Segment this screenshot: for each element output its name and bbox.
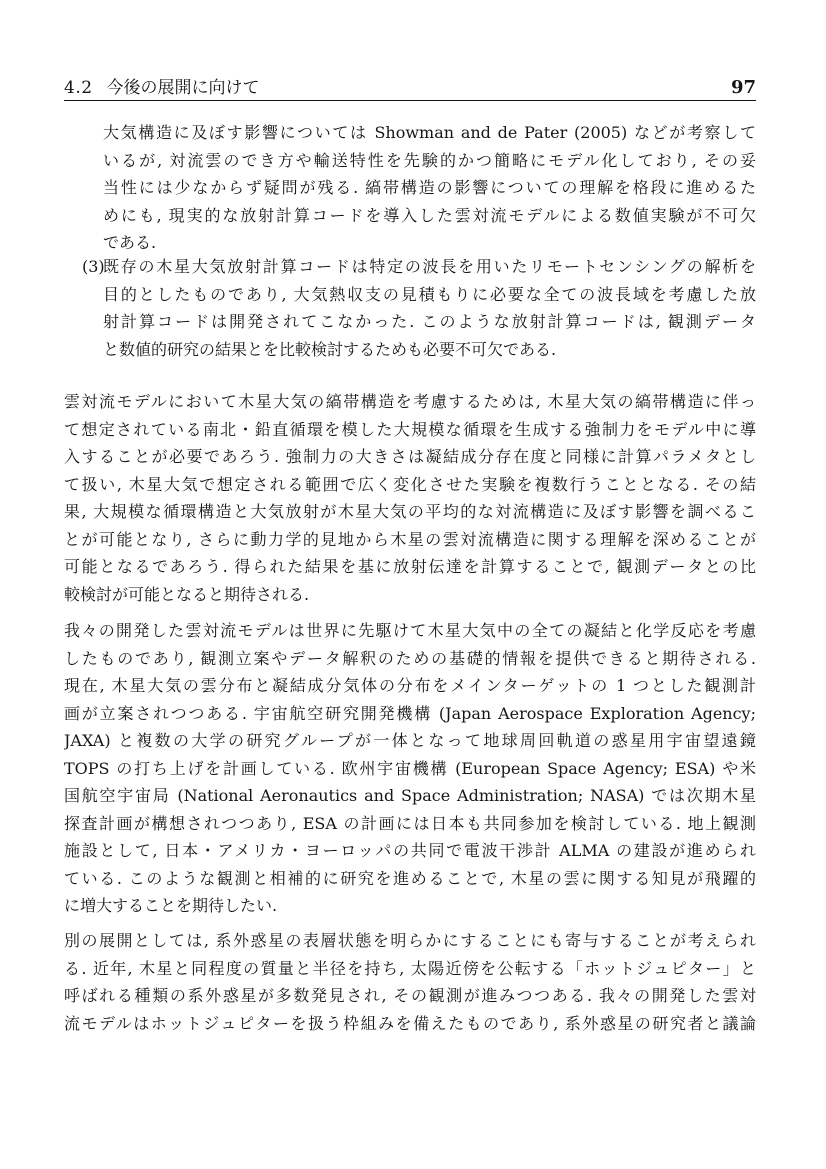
text-line: 入することが必要であろう. 強制力の大きさは凝結成分存在度と同様に計算パラメタとし [64, 447, 756, 466]
text-line: 当性には少なからず疑問が残る. 縞帯構造の影響についての理解を格段に進めるた [103, 178, 756, 197]
item3-body [103, 253, 756, 363]
text-line: て想定されている南北・鉛直循環を模した大規模な循環を生成する強制力をモデル中に導 [64, 419, 756, 439]
header-rule [64, 100, 756, 101]
running-header [64, 78, 756, 98]
text-line: と数値的研究の結果とを比較検討するためも必要不可欠である. [103, 339, 557, 359]
text-line: 既存の木星大気放射計算コードは特定の波長を用いたリモートセンシングの解析を [103, 257, 756, 276]
text-line: 呼ばれる種類の系外惑星が多数発見され, その観測が進みつつある. 我々の開発した雲対 [64, 986, 756, 1005]
text-line: に増大することを期待したい. [64, 896, 278, 915]
text-line: いるが, 対流雲のでき方や輸送特性を先験的かつ簡略にモデル化しており, その妥 [103, 150, 756, 170]
text-line: めにも, 現実的な放射計算コードを導入した雲対流モデルによる数値実験が不可欠 [103, 205, 756, 225]
text-line: JAXA) と複数の大学の研究グループが一体となって地球周回軌道の惑星用宇宙望遠鏡 [64, 731, 756, 750]
text-line: したものであり, 観測立案やデータ解釈のための基礎的情報を提供できると期待される. [64, 648, 756, 668]
text-line: 較検討が可能となると期待される. [64, 584, 310, 604]
list-item-3 [64, 253, 756, 363]
text-line: とが可能となり, さらに動力学的見地から木星の雲対流構造に関する理解を深めることが [64, 529, 756, 549]
text-line: 大気構造に及ぼす影響については Showman and de Pater (2005) などが考察して [103, 123, 756, 142]
text-line: 流モデルはホットジュピターを扱う枠組みを備えたものであり, 系外惑星の研究者と議論 [64, 1013, 756, 1033]
text-line: 雲対流モデルにおいて木星大気の縞帯構造を考慮するためは, 木星大気の縞帯構造に伴っ [64, 392, 756, 411]
text-line: 別の展開としては, 系外惑星の表層状態を明らかにすることにも寄与することが考えられ [64, 931, 756, 950]
text-line: 我々の開発した雲対流モデルは世界に先駆けて木星大気中の全ての凝結と化学反応を考慮 [64, 621, 756, 640]
text-line: TOPS の打ち上げを計画している. 欧州宇宙機構 (European Space Agency; ESA) や米 [64, 758, 756, 778]
text-line: 可能となるであろう. 得られた結果を基に放射伝達を計算することで, 観測データとの比 [64, 557, 756, 576]
paragraph-3 [64, 927, 756, 1037]
section-number: 4.2 [64, 78, 93, 98]
section-title: 今後の展開に向けて [106, 78, 260, 98]
text-line: る. 近年, 木星と同程度の質量と半径を持ち, 太陽近傍を公転する「ホットジュピター」と [64, 958, 756, 978]
page-number: 97 [730, 77, 756, 98]
text-line: 施設として, 日本・アメリカ・ヨーロッパの共同で電波干渉計 ALMA の建設が進められ [64, 841, 756, 860]
text-line: 射計算コードは開発されてこなかった. このような放射計算コードは, 観測データ [103, 312, 756, 331]
text-line: て扱い, 木星大気で想定される範囲で広く変化させた実験を複数行うこととなる. その結 [64, 474, 756, 494]
paragraph-2 [64, 617, 756, 920]
text-line: 果, 大規模な循環構造と大気放射が木星大気の平均的な対流構造に及ぼす影響を調べるこ [64, 502, 756, 521]
header-section [64, 78, 260, 98]
item3-label: (3) [82, 257, 105, 276]
item2-continuation-block [103, 119, 756, 257]
text-line: ている. このような観測と相補的に研究を進めることで, 木星の雲に関する知見が飛躍的 [64, 868, 756, 888]
text-line: 目的としたものであり, 大気熱収支の見積もりに必要な全ての波長域を考慮した放 [103, 284, 756, 304]
paragraph-1 [64, 388, 756, 608]
text-line: 探査計画が構想されつつあり, ESA の計画には日本も共同参加を検討している. 地上観測 [64, 813, 756, 833]
text-line: 国航空宇宙局 (National Aeronautics and Space Administration; NASA) では次期木星 [64, 786, 756, 805]
text-line: である. [103, 233, 157, 252]
text-line: 画が立案されつつある. 宇宙航空研究開発機構 (Japan Aerospace Exploration Agency; [64, 703, 756, 723]
text-line: 現在, 木星大気の雲分布と凝結成分気体の分布をメインターゲットの 1 つとした観測計 [64, 676, 756, 695]
